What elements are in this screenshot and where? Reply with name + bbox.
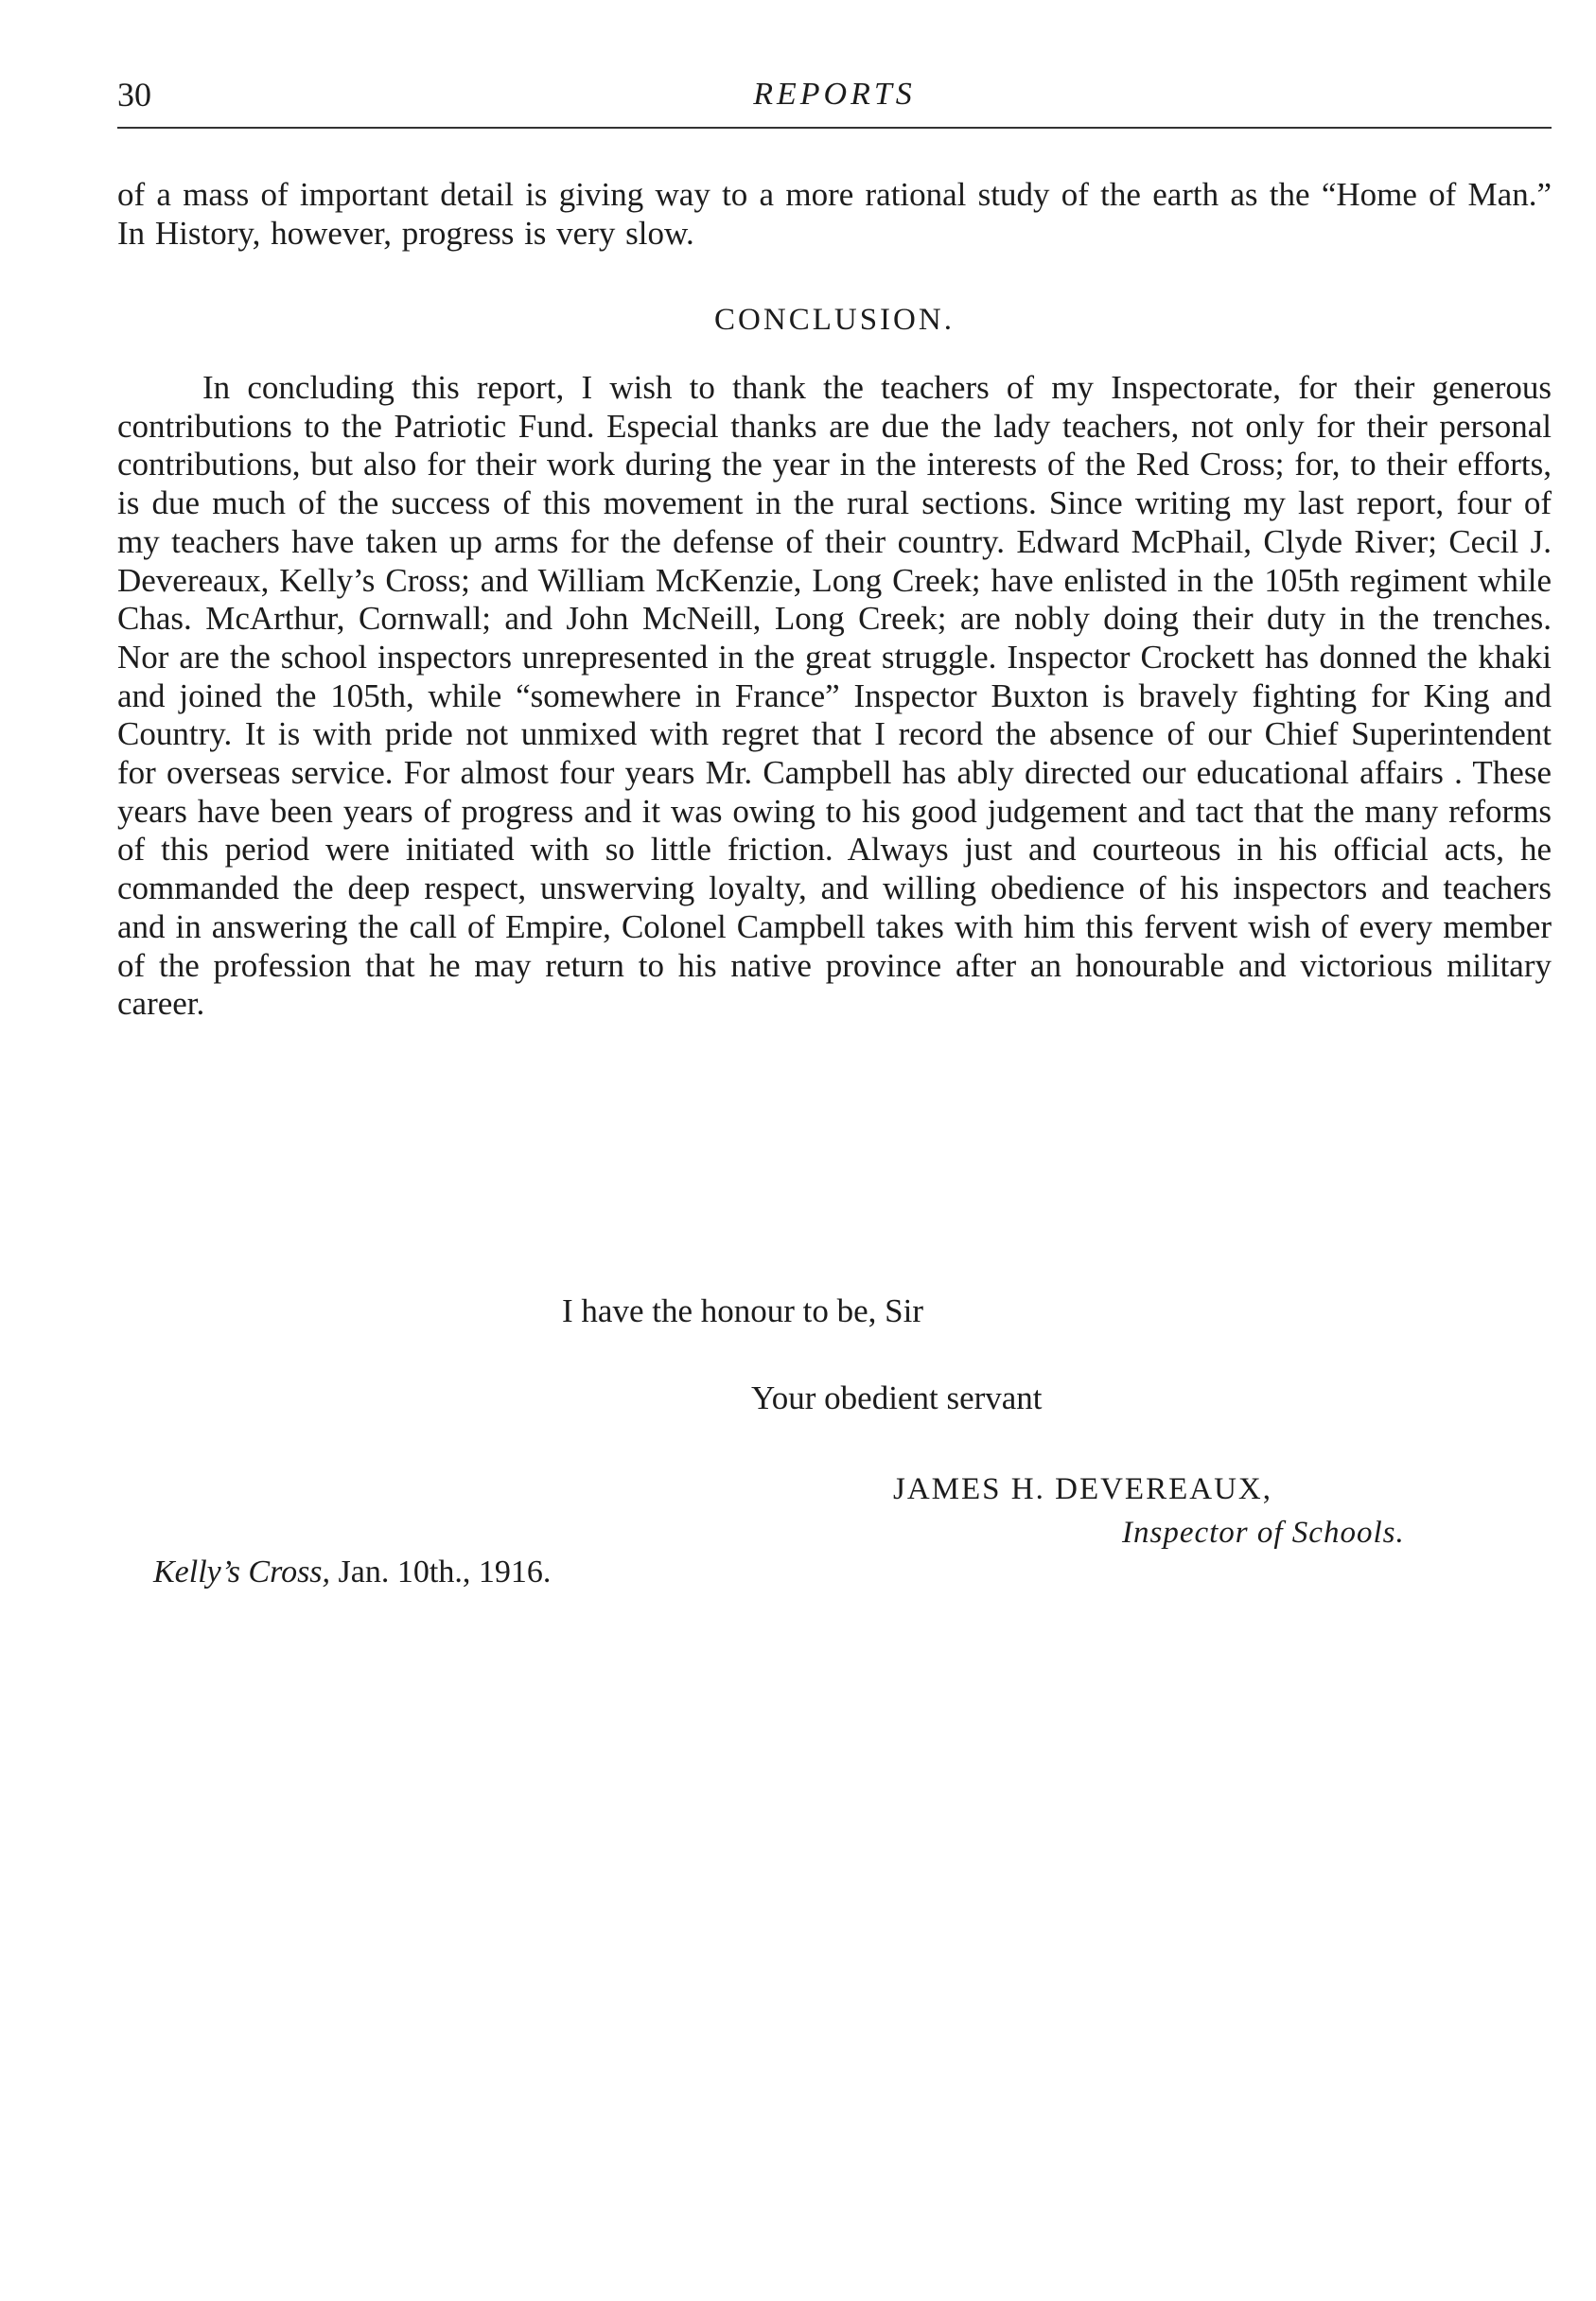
signature-title: Inspector of Schools. [1122,1516,1405,1550]
dateline-place: Kelly’s Cross, [153,1554,331,1590]
closing-line-servant: Your obedient servant [751,1379,1043,1416]
conclusion-paragraph: In concluding this report, I wish to thank the teachers of my Inspectorate, for their generous contributions to the Patriotic Fund. Especial thanks are due the lady teachers, not only for their personal contributions, but also for their work during the year in the interests of the Red Cross; for, to their efforts, is due much of the success of this movement in the rural sections. Since writing my last report, four of my teachers have taken up arms for the defense of their country. Edward McPhail, Clyde River; Cecil J. Devereaux, Kelly’s Cross; and William McKenzie, Long Creek; have enlisted in the 105th regiment while Chas. McArthur, Cornwall; and John McNeill, Long Creek; are nobly doing their duty in the trenches. Nor are the school inspectors unrepresented in the great struggle. Inspector Crockett has donned the khaki and joined the 105th, while “somewhere in France” Inspector Buxton is bravely fighting for King and Country. It is with pride not unmixed with regret that I record the absence of our Chief Superintendent for overseas service. For almost four years Mr. Campbell has ably directed our educational affairs . These years have been years of progress and it was owing to his good judgement and tact that the many reforms of this period were initiated with so little friction. Always just and courteous in his official acts, he commanded the deep respect, unswerving loyalty, and willing obedience of his inspectors and teachers and in answering the call of Empire, Colonel Campbell takes with him this fervent wish of every member of the profession that he may return to his native province after an honourable and victorious military career. [117,369,1552,1023]
intro-paragraph: of a mass of important detail is giving way to a more rational study of the earth as the “Home of Man.” In History, however, progress is very slow. [117,176,1552,252]
running-title: REPORTS [753,77,916,112]
header-rule [117,127,1552,129]
dateline-date: Jan. 10th., 1916. [338,1554,552,1590]
signature-name: JAMES H. DEVEREAUX, [893,1472,1272,1506]
closing-line-honour: I have the honour to be, Sir [562,1292,923,1329]
dateline [153,1552,551,1593]
section-heading: CONCLUSION. [714,303,955,337]
running-head [117,66,1552,123]
page-number: 30 [117,76,151,114]
